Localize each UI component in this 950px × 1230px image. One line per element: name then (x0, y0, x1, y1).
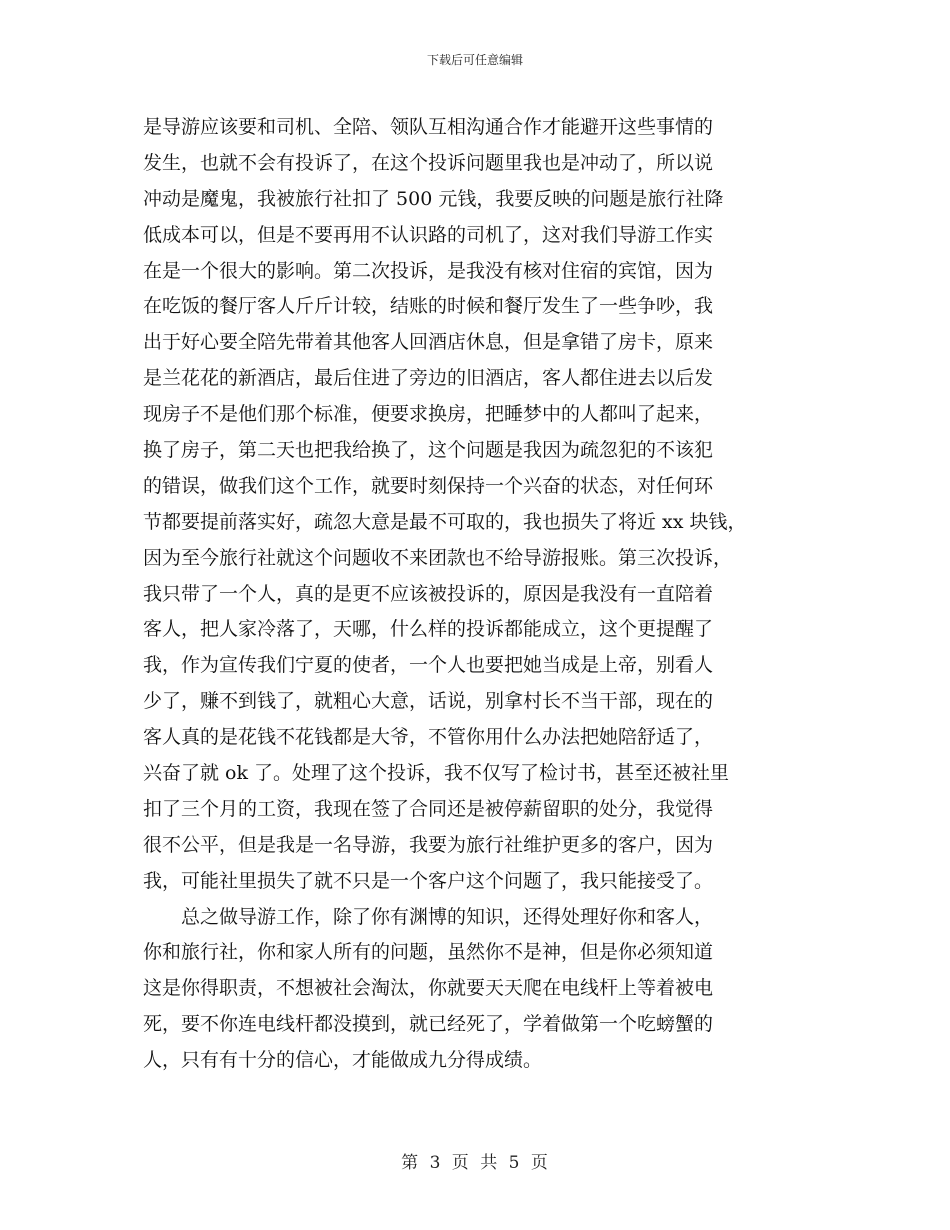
text-line: 低成本可以，但是不要再用不认识路的司机了，这对我们导游工作实 (143, 223, 714, 246)
text-line: 客人真的是花钱不花钱都是大爷，不管你用什么办法把她陪舒适了， (143, 726, 714, 749)
paragraph-start-line: 总之做导游工作，除了你有渊博的知识，还得处理好你和客人， (181, 905, 714, 928)
text-line: 冲动是魔鬼，我被旅行社扣了 500 元钱，我要反映的问题是旅行社降 (143, 187, 724, 210)
text-line: 客人，把人家冷落了，天哪，什么样的投诉都能成立，这个更提醒了 (143, 618, 714, 641)
text-line: 现房子不是他们那个标准，便要求换房，把睡梦中的人都叫了起来， (143, 403, 714, 426)
text-line: 换了房子，第二天也把我给换了，这个问题是我因为疏忽犯的不该犯 (143, 439, 714, 462)
text-line: 很不公平，但是我是一名导游，我要为旅行社维护更多的客户，因为 (143, 833, 714, 856)
text-line: 是导游应该要和司机、全陪、领队互相沟通合作才能避开这些事情的 (143, 116, 714, 138)
page-header: 下载后可任意编辑 (426, 53, 523, 67)
text-line: 你和旅行社，你和家人所有的问题，虽然你不是神，但是你必须知道 (143, 941, 714, 964)
text-line: 是兰花花的新酒店，最后住进了旁边的旧酒店，客人都住进去以后发 (143, 367, 714, 390)
text-line: 人，只有有十分的信心，才能做成九分得成绩。 (143, 1049, 543, 1072)
body-text (143, 110, 815, 1079)
page-footer: 第 3 页 共 5 页 (401, 1153, 549, 1173)
text-line: 兴奋了就 ok 了。处理了这个投诉，我不仅写了检讨书，甚至还被社里 (143, 762, 730, 785)
text-line: 节都要提前落实好，疏忽大意是最不可取的，我也损失了将近 xx 块钱， (143, 510, 747, 533)
text-line: 出于好心要全陪先带着其他客人回酒店休息，但是拿错了房卡，原来 (143, 331, 714, 354)
text-line: 这是你得职责，不想被社会淘汰，你就要天天爬在电线杆上等着被电 (143, 977, 714, 1000)
text-line: 死，要不你连电线杆都没摸到，就已经死了，学着做第一个吃螃蟹的 (143, 1013, 714, 1036)
text-line: 扣了三个月的工资，我现在签了合同还是被停薪留职的处分，我觉得 (143, 797, 714, 820)
text-line: 我，可能社里损失了就不只是一个客户这个问题了，我只能接受了。 (143, 869, 714, 892)
text-line: 我只带了一个人，真的是更不应该被投诉的，原因是我没有一直陪着 (143, 582, 714, 605)
text-line: 发生，也就不会有投诉了，在这个投诉问题里我也是冲动了，所以说 (143, 151, 714, 174)
text-line: 少了，赚不到钱了，就粗心大意，话说，别拿村长不当干部，现在的 (143, 690, 714, 713)
text-line: 在吃饭的餐厅客人斤斤计较，结账的时候和餐厅发生了一些争吵，我 (143, 295, 714, 318)
text-line: 因为至今旅行社就这个问题收不来团款也不给导游报账。第三次投诉， (143, 546, 733, 569)
text-line: 在是一个很大的影响。第二次投诉，是我没有核对住宿的宾馆，因为 (143, 259, 714, 282)
text-line: 的错误，做我们这个工作，就要时刻保持一个兴奋的状态，对任何环 (143, 474, 714, 497)
text-line: 我，作为宣传我们宁夏的使者，一个人也要把她当成是上帝，别看人 (143, 654, 714, 677)
